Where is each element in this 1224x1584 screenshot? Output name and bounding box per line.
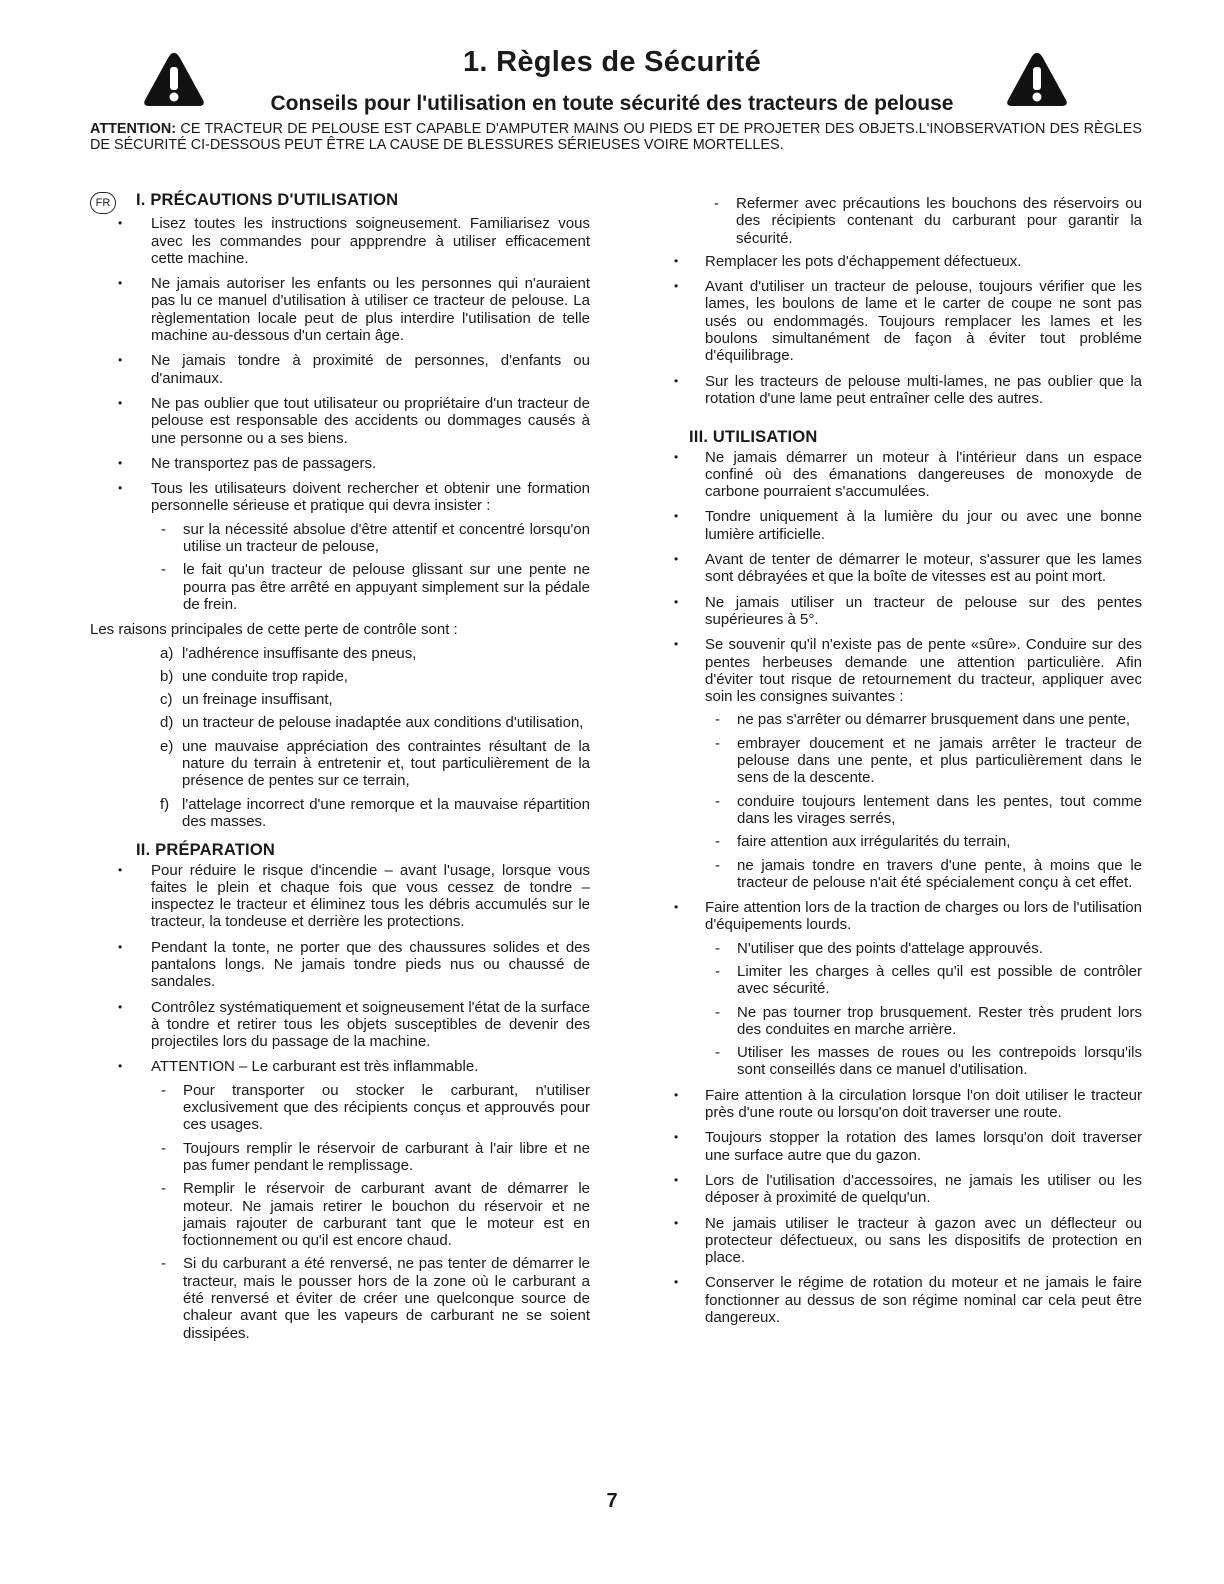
- list-letter: f): [160, 795, 170, 813]
- list-item: • Ne transportez pas de passagers.: [90, 455, 590, 472]
- language-badge: FR: [90, 192, 116, 214]
- list-item: [90, 691, 590, 708]
- dash-item: - faire attention aux irrégularités du terrain,: [705, 833, 1142, 850]
- dash-list: [151, 1082, 590, 1342]
- section-heading: II. PRÉPARATION: [136, 841, 275, 860]
- list-item-text: Tous les utilisateurs doivent rechercher et obtenir une formation personnelle sérieuse et pratique qui devra insister :: [151, 480, 590, 515]
- list-item: [90, 668, 590, 685]
- bullet-list: [668, 253, 1142, 407]
- dash-item: - le fait qu'un tracteur de pelouse glissant sur une pente ne pourra pas être arrêté en appuyant simplement sur la pédale de frein.: [151, 561, 590, 613]
- list-item: [668, 899, 1142, 1079]
- reasons-list: [90, 645, 590, 831]
- attention-label: ATTENTION:: [90, 121, 177, 137]
- list-item-text: Faire attention lors de la traction de charges ou lors de l'utilisation d'équipements lourds.: [705, 899, 1142, 934]
- list-item: • Conserver le régime de rotation du moteur et ne jamais le faire fonctionner au dessus de son régime nominal car cela peut être dangereux.: [668, 1274, 1142, 1326]
- list-item-text: une mauvaise appréciation des contraintes résultant de la nature du terrain à entretenir et, tout particulièrement de la présence de pentes sur ce terrain,: [182, 737, 590, 790]
- list-item: [90, 796, 590, 831]
- list-item-text: Se souvenir qu'il n'existe pas de pente «sûre». Conduire sur des pentes herbeuses demande une attention particulière. Afin d'éviter tout risque de retournement du tracteur, appliquer avec soin les consignes suivantes :: [705, 636, 1142, 706]
- dash-list: [151, 521, 590, 613]
- dash-item: - Limiter les charges à celles qu'il est possible de contrôler avec sécurité.: [705, 963, 1142, 998]
- list-letter: b): [160, 667, 174, 685]
- dash-item: - Utiliser les masses de roues ou les contrepoids lorsqu'ils sont conseillés dans ce manuel d'utilisation.: [705, 1044, 1142, 1079]
- list-item: • Tondre uniquement à la lumière du jour ou avec une bonne lumière artificielle.: [668, 508, 1142, 543]
- list-letter: c): [160, 691, 173, 709]
- list-item: • Sur les tracteurs de pelouse multi-lames, ne pas oublier que la rotation d'une lame peut entraîner celle des autres.: [668, 373, 1142, 408]
- dash-item: - Refermer avec précautions les bouchons des réservoirs ou des récipients contenant du carburant pour garantir la sécurité.: [668, 195, 1142, 247]
- list-item: • Remplacer les pots d'échappement défectueux.: [668, 253, 1142, 270]
- dash-item: - N'utiliser que des points d'attelage approuvés.: [705, 940, 1142, 957]
- right-column: [668, 195, 1142, 1334]
- list-letter: e): [160, 737, 174, 755]
- dash-item: - Pour transporter ou stocker le carburant, n'utiliser exclusivement que des récipients conçus et approuvés pour ces usages.: [151, 1082, 590, 1134]
- list-item: [668, 636, 1142, 891]
- dash-item: - ne jamais tondre en travers d'une pente, à moins que le tracteur de pelouse n'ait été spécialement conçu à cet effet.: [705, 857, 1142, 892]
- list-item: • Ne jamais tondre à proximité de personnes, d'enfants ou d'animaux.: [90, 352, 590, 387]
- left-column: [90, 192, 590, 1350]
- bullet-list: [90, 215, 590, 613]
- reasons-intro: Les raisons principales de cette perte de contrôle sont :: [90, 621, 458, 639]
- list-letter: a): [160, 644, 174, 662]
- bullet-list: [668, 449, 1142, 1327]
- list-item: [90, 738, 590, 790]
- dash-item: - Remplir le réservoir de carburant avant de démarrer le moteur. Ne jamais retirer le bouchon du réservoir et ne jamais rajouter de carburant tant que le moteur est en foctionnement ou qu'il est encore chaud.: [151, 1180, 590, 1249]
- dash-list: [705, 940, 1142, 1079]
- dash-item: - Si du carburant a été renversé, ne pas tenter de démarrer le tracteur, mais le pousser hors de la zone où le carburant a été renversé et éviter de créer une quelconque source de chaleur avant que les vapeurs de carburant ne se soient dissipées.: [151, 1255, 590, 1341]
- section-heading: I. PRÉCAUTIONS D'UTILISATION: [136, 191, 399, 209]
- list-item: • Pendant la tonte, ne porter que des chaussures solides et des pantalons longs. Ne jamais tondre pieds nus ou chaussé de sandales.: [90, 939, 590, 991]
- list-letter: d): [160, 714, 174, 732]
- dash-list: [668, 195, 1142, 247]
- dash-item: - embrayer doucement et ne jamais arrêter le tracteur de pelouse dans une pente, et plus particulièrement dans le sens de la descente.: [705, 735, 1142, 787]
- dash-item: - sur la nécessité absolue d'être attentif et concentré lorsqu'on utilise un tracteur de pelouse,: [151, 521, 590, 556]
- list-item-text: ATTENTION – Le carburant est très inflammable.: [151, 1058, 479, 1076]
- page-number: 7: [606, 1490, 618, 1512]
- dash-item: - Ne pas tourner trop brusquement. Rester très prudent lors des conduites en marche arrière.: [705, 1004, 1142, 1039]
- list-item: [90, 480, 590, 613]
- list-item: • Lisez toutes les instructions soigneusement. Familiarisez vous avec les commandes pour appprendre à utiliser efficacement cette machine.: [90, 215, 590, 267]
- list-item-text: un freinage insuffisant,: [182, 691, 333, 709]
- list-item-text: un tracteur de pelouse inadaptée aux conditions d'utilisation,: [182, 714, 584, 732]
- attention-notice: [90, 122, 1142, 153]
- list-item: • Faire attention à la circulation lorsque l'on doit utiliser le tracteur près d'une route ou lorsqu'on doit traverser une route.: [668, 1087, 1142, 1122]
- list-item: • Ne pas oublier que tout utilisateur ou propriétaire d'un tracteur de pelouse est responsable des accidents ou dommages causés à une personne ou a ses biens.: [90, 395, 590, 447]
- list-item: • Ne jamais autoriser les enfants ou les personnes qui n'auraient pas lu ce manuel d'utilisation à utiliser ce tracteur de pelouse. La règlementation locale peut de plus interdire l'utilisation de telle machine au-dessous d'un certain âge.: [90, 275, 590, 344]
- list-item: • Lors de l'utilisation d'accessoires, ne jamais les utiliser ou les déposer à proximité de quelqu'un.: [668, 1172, 1142, 1207]
- list-item: [90, 1058, 590, 1341]
- dash-item: - ne pas s'arrêter ou démarrer brusquement dans une pente,: [705, 711, 1142, 728]
- list-item: • Pour réduire le risque d'incendie – avant l'usage, lorsque vous faites le plein et chaque fois que vous cessez de tondre – inspectez le tracteur et éliminez tous les débris accumulés sur le tracteur, la tondeuse et derrière les protections.: [90, 862, 590, 931]
- page-title: 1. Règles de Sécurité: [462, 46, 762, 78]
- attention-text: CE TRACTEUR DE PELOUSE EST CAPABLE D'AMPUTER MAINS OU PIEDS ET DE PROJETER DES OBJETS.L'INOBSERVATION DES RÈGLES DE SÉCURITÉ CI-DESSOUS PEUT ÊTRE LA CAUSE DE BLESSURES SÉRIEUSES VOIRE MORTELLES.: [90, 121, 1143, 153]
- list-item-text: une conduite trop rapide,: [182, 667, 348, 685]
- section-heading: III. UTILISATION: [689, 428, 818, 447]
- list-item: • Ne jamais démarrer un moteur à l'intérieur dans un espace confiné où des émanations dangereuses de monoxyde de carbone pourraient s'accumulées.: [668, 449, 1142, 501]
- list-item: • Avant d'utiliser un tracteur de pelouse, toujours vérifier que les lames, les boulons de lame et le carter de coupe ne sont pas usés ou endommagés. Toujours remplacer les lames et les boulons simultanément de façon à éviter tout probléme d'équilibrage.: [668, 278, 1142, 364]
- list-item: • Contrôlez systématiquement et soigneusement l'état de la surface à tondre et retirer tous les objets susceptibles de devenir des projectiles lors du passage de la machine.: [90, 999, 590, 1051]
- list-item: • Toujours stopper la rotation des lames lorsqu'on doit traverser une surface autre que du gazon.: [668, 1129, 1142, 1164]
- list-item: • Ne jamais utiliser le tracteur à gazon avec un déflecteur ou protecteur défectueux, ou sans les dispositifs de protection en place.: [668, 1215, 1142, 1267]
- list-item: • Avant de tenter de démarrer le moteur, s'assurer que les lames sont débrayées et que la boîte de vitesses est au point mort.: [668, 551, 1142, 586]
- list-item: • Ne jamais utiliser un tracteur de pelouse sur des pentes supérieures à 5°.: [668, 594, 1142, 629]
- dash-item: - Toujours remplir le réservoir de carburant à l'air libre et ne pas fumer pendant le remplissage.: [151, 1140, 590, 1175]
- list-item-text: l'attelage incorrect d'une remorque et la mauvaise répartition des masses.: [182, 795, 590, 830]
- dash-item: - conduire toujours lentement dans les pentes, tout comme dans les virages serrés,: [705, 793, 1142, 828]
- list-item-text: l'adhérence insuffisante des pneus,: [182, 644, 417, 662]
- list-item: [90, 714, 590, 731]
- page-subtitle: Conseils pour l'utilisation en toute sécurité des tracteurs de pelouse: [270, 92, 954, 115]
- dash-list: [705, 711, 1142, 891]
- list-item: [90, 645, 590, 662]
- bullet-list: [90, 862, 590, 1342]
